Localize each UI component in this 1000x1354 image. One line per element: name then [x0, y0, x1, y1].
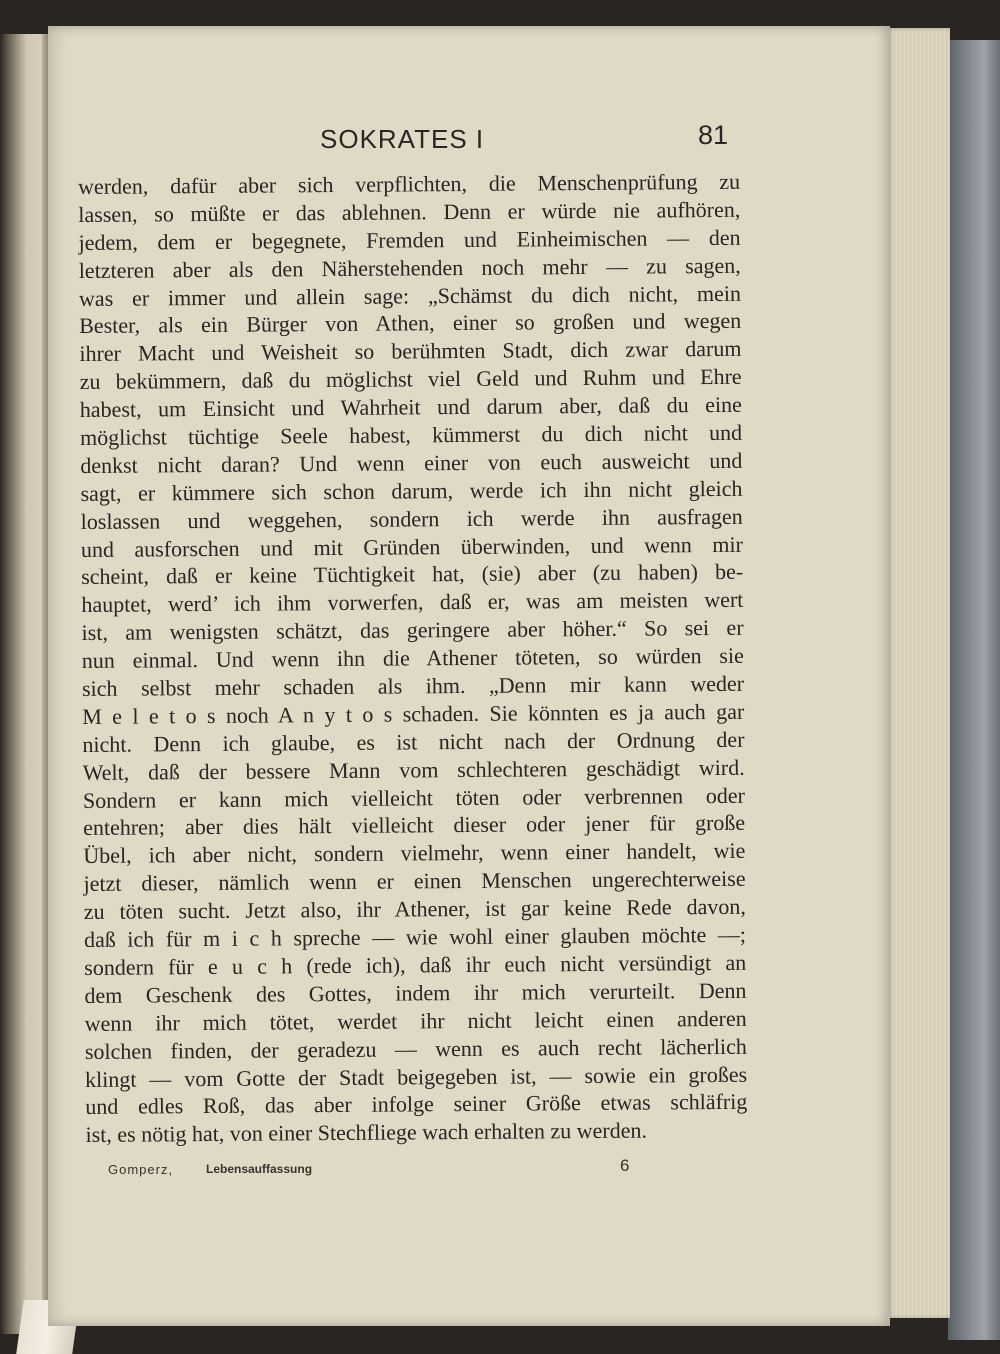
- text-line: zu bekümmern, daß du möglichst viel Geld und Ruhm und Ehre: [79, 364, 742, 395]
- book-page: [48, 26, 890, 1326]
- footer-author: Gomperz,: [108, 1162, 174, 1177]
- text-line: daß ich für m i c h spreche — wie wohl einer glauben möchte —;: [83, 921, 747, 953]
- book-cover-edge: [948, 40, 1000, 1340]
- text-line: möglichst tüchtige Seele habest, kümmerst du dich nicht und: [79, 419, 743, 451]
- text-line: ihrer Macht und Weisheit so berühmten Stadt, dich zwar darum: [79, 336, 742, 367]
- text-line: und ausforschen und mit Gründen überwinden, und wenn mir: [80, 531, 744, 562]
- text-line: Bester, als ein Bürger von Athen, einer so großen und wegen: [79, 308, 742, 339]
- text-line: werden, dafür aber sich verpflichten, die Menschenprüfung zu: [78, 168, 741, 199]
- body-text: [78, 168, 748, 1149]
- text-line: denkst nicht daran? Und wenn einer von euch ausweicht und: [80, 447, 743, 478]
- text-line: letzteren aber als den Näherstehenden noch mehr — zu sagen,: [78, 252, 741, 283]
- text-line: ist, es nötig hat, von einer Stechfliege wach erhalten zu werden.: [85, 1117, 648, 1148]
- text-line: loslassen und weggehen, sondern ich werde ihn ausfragen: [80, 503, 743, 534]
- text-line: klingt — vom Gotte der Stadt beigegeben ist, — sowie ein großes: [85, 1061, 748, 1092]
- text-line: nun einmal. Und wenn ihn die Athener töteten, so würden sie: [81, 642, 744, 674]
- text-line: scheint, daß er keine Tüchtigkeit hat, (sie) aber (zu haben) be-: [81, 559, 744, 590]
- page-number: 81: [698, 120, 729, 150]
- text-line: Sondern er kann mich vielleicht töten oder verbrennen oder: [82, 782, 746, 813]
- text-line: und edles Roß, das aber infolge seiner Größe etwas schläfrig: [85, 1089, 748, 1120]
- text-line: dem Geschenk des Gottes, indem ihr mich verurteilt. Denn: [84, 977, 747, 1008]
- text-line: entehren; aber dies hält vielleicht dieser oder jener für große: [83, 810, 746, 841]
- text-line: was er immer und allein sage: „Schämst du dich nicht, mein: [78, 280, 742, 311]
- text-line: sagt, er kümmere sich schon darum, werde ich ihn nicht gleich: [80, 475, 743, 506]
- text-line: hauptet, werd’ ich ihm vorwerfen, daß er, was am meisten wert: [81, 587, 744, 618]
- text-line: zu töten sucht. Jetzt also, ihr Athener, ist gar keine Rede davon,: [83, 893, 746, 925]
- footer-book-title: Lebensauffassung: [206, 1162, 313, 1176]
- text-line: solchen finden, der geradezu — wenn es auch recht lächerlich: [84, 1033, 747, 1064]
- text-line: lassen, so müßte er das ablehnen. Denn er würde nie aufhören,: [78, 196, 741, 227]
- text-line: habest, um Einsicht und Wahrheit und darum aber, daß du eine: [79, 391, 742, 423]
- previous-page-edge: [0, 34, 48, 1334]
- text-line: sich selbst mehr schaden als ihm. „Denn mir kann weder: [81, 670, 745, 702]
- text-line: Übel, ich aber nicht, sondern vielmehr, wenn einer handelt, wie: [83, 838, 746, 869]
- text-line: Welt, daß der bessere Mann vom schlechteren geschädigt wird.: [82, 754, 745, 785]
- footer-signature-mark: 6: [620, 1156, 630, 1175]
- text-line: ist, am wenigsten schätzt, das geringere aber höher.“ So sei er: [81, 615, 744, 646]
- text-line: nicht. Denn ich glaube, es ist nicht nach der Ordnung der: [82, 726, 745, 757]
- text-line: M e l e t o s noch A n y t o s schaden. Sie könnten es ja auch gar: [82, 698, 745, 729]
- page-block-edges: [888, 28, 950, 1318]
- text-line: wenn ihr mich tötet, werdet ihr nicht leicht einen anderen: [84, 1005, 747, 1036]
- running-header-title: SOKRATES I: [320, 124, 485, 154]
- text-line: jetzt dieser, nämlich wenn er einen Menschen ungerechterweise: [83, 866, 746, 897]
- text-line: sondern für e u c h (rede ich), daß ihr euch nicht versündigt an: [84, 949, 747, 980]
- text-line: jedem, dem er begegnete, Fremden und Einheimischen — den: [78, 224, 741, 255]
